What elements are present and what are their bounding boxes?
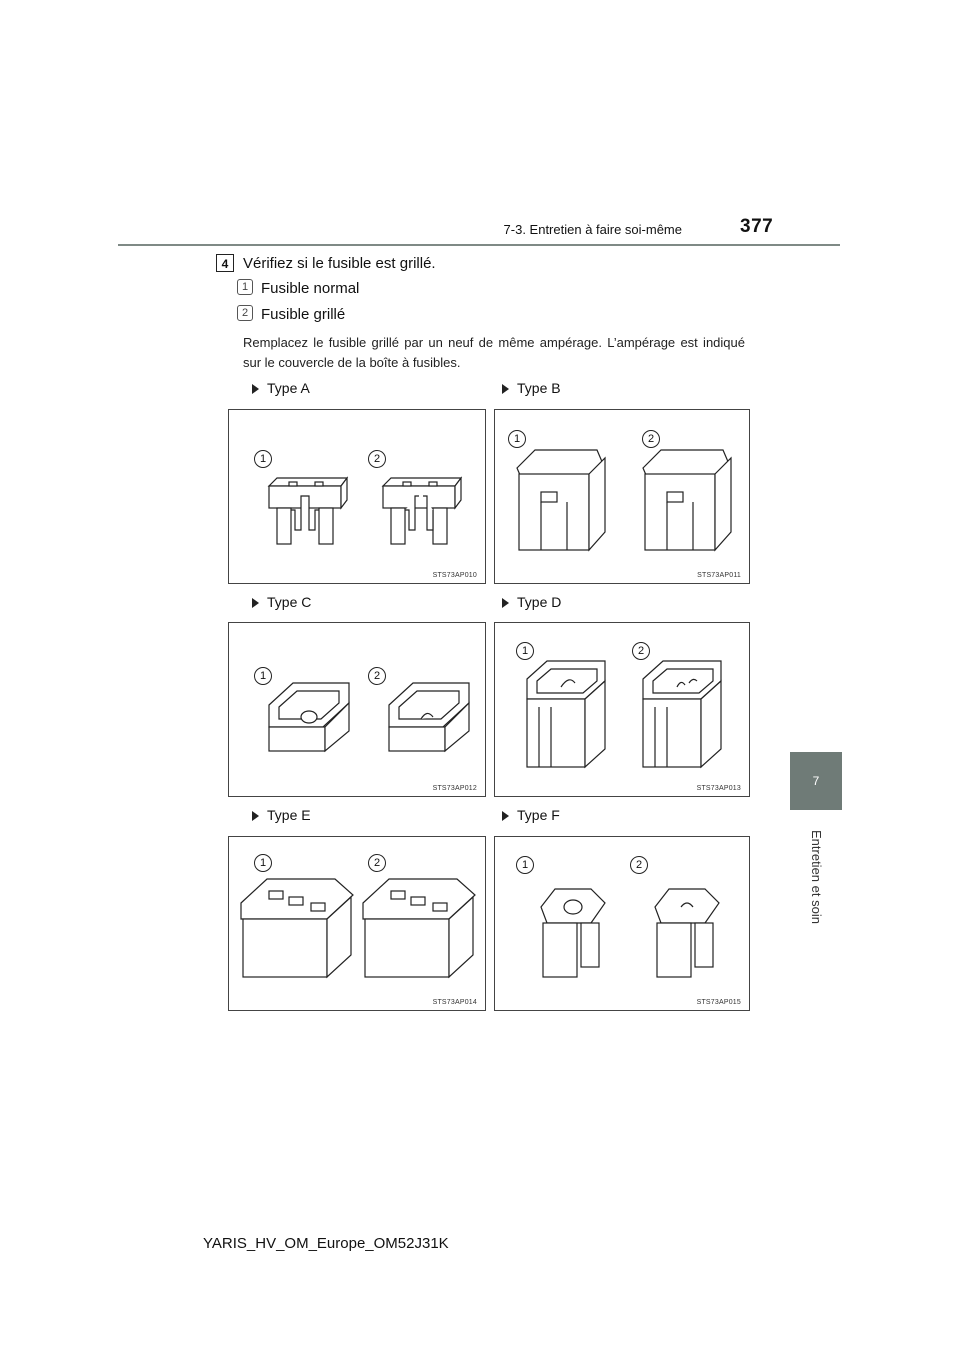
document-footer: YARIS_HV_OM_Europe_OM52J31K [203, 1235, 449, 1252]
marker-normal: 1 [254, 450, 272, 468]
figure-label: Type C [252, 594, 311, 610]
figure-code: STS73AP012 [432, 785, 477, 792]
page-number: 377 [740, 216, 774, 237]
item-number: 1 [237, 279, 253, 295]
figure-code: STS73AP013 [696, 785, 741, 792]
figure-label: Type E [252, 807, 311, 823]
figure-code: STS73AP010 [432, 572, 477, 579]
marker-normal: 1 [254, 667, 272, 685]
bullet-triangle-icon [502, 811, 509, 821]
marker-blown: 2 [368, 854, 386, 872]
figure-type-c [228, 622, 486, 797]
figure-type-b [494, 409, 750, 584]
marker-blown: 2 [368, 450, 386, 468]
chapter-tab: 7 [790, 752, 842, 810]
figure-type-f [494, 836, 750, 1011]
marker-normal: 1 [516, 856, 534, 874]
figure-label: Type F [502, 807, 560, 823]
figure-code: STS73AP015 [696, 999, 741, 1006]
window-fuse-illustration [229, 623, 485, 796]
section-title: 7-3. Entretien à faire soi-même [503, 222, 682, 237]
item-text: Fusible grillé [261, 306, 346, 323]
bullet-triangle-icon [502, 598, 509, 608]
blade-fuse-illustration [229, 410, 485, 583]
figure-type-e [228, 836, 486, 1011]
item-text: Fusible normal [261, 280, 360, 297]
header-rule [118, 244, 840, 246]
cartridge-fuse-illustration [495, 410, 749, 583]
marker-blown: 2 [368, 667, 386, 685]
step-text: Vérifiez si le fusible est grillé. [243, 255, 436, 272]
bullet-triangle-icon [252, 384, 259, 394]
figure-label: Type D [502, 594, 561, 610]
step-number: 4 [216, 254, 234, 272]
marker-blown: 2 [642, 430, 660, 448]
marker-normal: 1 [508, 430, 526, 448]
chapter-label: Entretien et soin [809, 830, 824, 924]
bullet-triangle-icon [252, 598, 259, 608]
marker-blown: 2 [632, 642, 650, 660]
marker-normal: 1 [254, 854, 272, 872]
note-paragraph: Remplacez le fusible grillé par un neuf de même ampérage. L’ampérage est indiqué sur le couvercle de la boîte à fusibles. [243, 335, 745, 370]
figure-type-a [228, 409, 486, 584]
bullet-triangle-icon [252, 811, 259, 821]
figure-type-d [494, 622, 750, 797]
marker-normal: 1 [516, 642, 534, 660]
marker-blown: 2 [630, 856, 648, 874]
figure-code: STS73AP011 [697, 572, 741, 579]
figure-label: Type B [502, 380, 561, 396]
figure-label: Type A [252, 380, 310, 396]
bullet-triangle-icon [502, 384, 509, 394]
item-number: 2 [237, 305, 253, 321]
figure-code: STS73AP014 [432, 999, 477, 1006]
